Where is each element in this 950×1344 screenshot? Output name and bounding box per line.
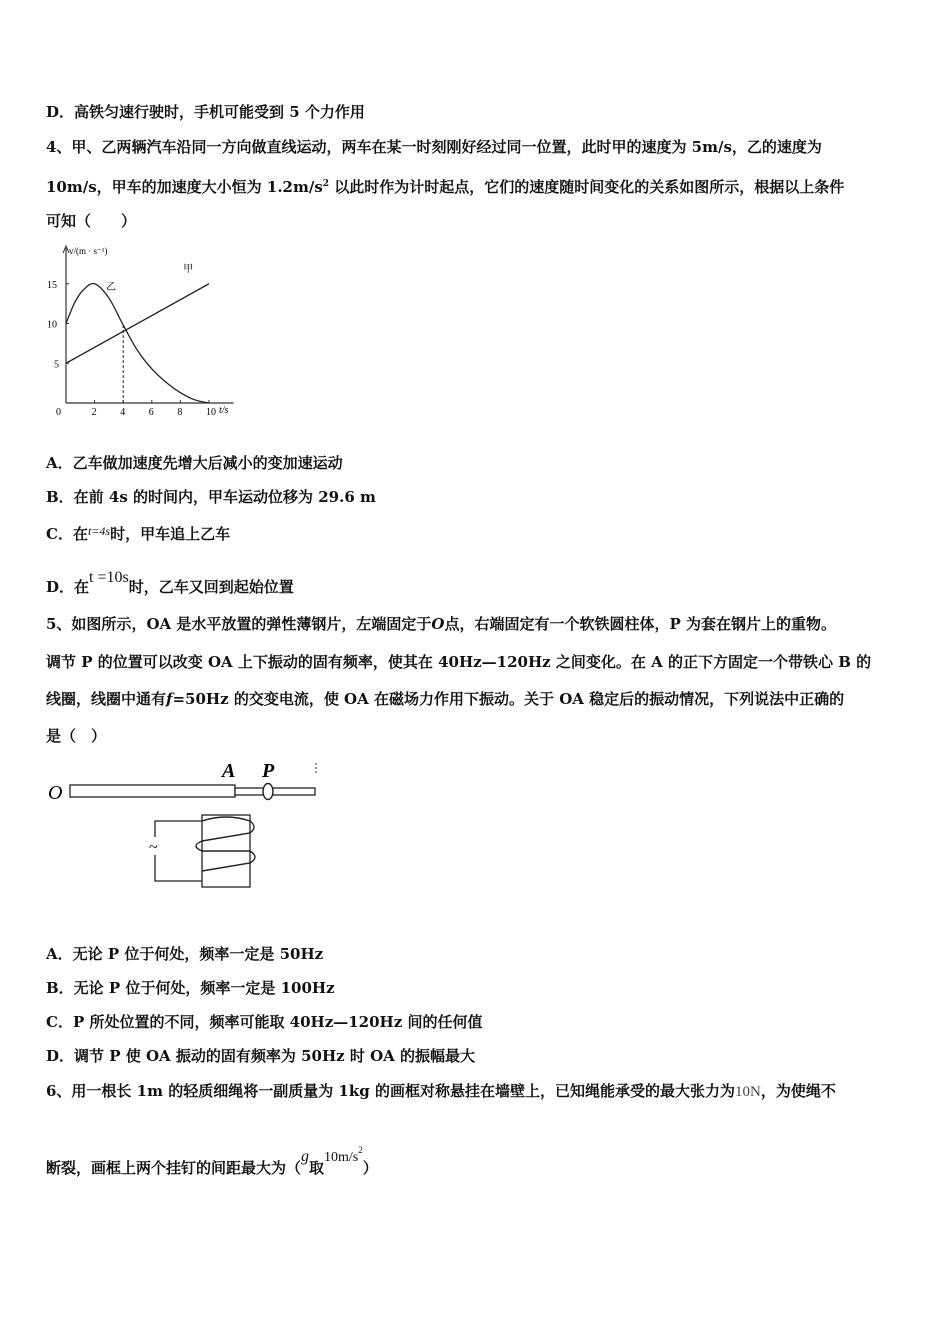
q5-stem-line1-a: 5、如图所示，OA 是水平放置的弹性薄钢片，左端固定于 — [46, 615, 432, 633]
series-label-yi: 乙 — [106, 282, 117, 294]
q6-stem-line1-math: 10N — [734, 1084, 761, 1100]
y-tick-label: 10 — [47, 319, 57, 331]
x-tick-label: 10 — [206, 407, 216, 418]
steel-strip — [70, 785, 235, 797]
q4-option-b: B．在前 4s 的时间内，甲车运动位移为 29.6 m — [46, 488, 376, 506]
label-a: A — [222, 760, 236, 782]
x-axis-label: t/s — [219, 405, 229, 416]
q6-stem-line2 — [46, 1140, 378, 1178]
y-tick-label: 15 — [47, 279, 57, 291]
q4-option-a: A．乙车做加速度先增大后减小的变加速运动 — [46, 454, 343, 472]
q4-stem-line2-a: 10m/s，甲车的加速度大小恒为 1.2m/s — [46, 178, 323, 196]
q4-option-c-post: 时，甲车追上乙车 — [110, 525, 231, 543]
q4-velocity-time-chart — [40, 240, 250, 420]
x-tick-label: 6 — [148, 407, 154, 418]
q6-stem-line1 — [46, 1081, 836, 1102]
q4-option-d-math: t =10s — [89, 569, 129, 586]
q4-stem-line2-b: 以此时作为计时起点，它们的速度随时间变化的关系如图所示，根据以上条件 — [329, 178, 845, 196]
q5-option-d: D．调节 P 使 OA 振动的固有频率为 50Hz 时 OA 的振幅最大 — [46, 1047, 476, 1065]
q5-stem-line4: 是（ ） — [46, 727, 107, 745]
y-tick-label: 5 — [54, 359, 59, 371]
q5-option-b: B．无论 P 位于何处，频率一定是 100Hz — [46, 979, 335, 997]
q6-stem-line2-sup: 2 — [358, 1145, 363, 1155]
x-tick-label: 8 — [177, 407, 183, 418]
q4-option-c-math: t=4s — [87, 524, 111, 538]
q4-option-c-pre: C．在 — [46, 525, 88, 543]
x-tick-label: 2 — [91, 407, 97, 418]
prev-option-d: D．高铁匀速行驶时，手机可能受到 5 个力作用 — [46, 103, 365, 121]
q6-stem-line2-val: 10m/s — [324, 1150, 359, 1165]
q5-stem-line2: 调节 P 的位置可以改变 OA 上下振动的固有频率，使其在 40Hz—120Hz 之间变化。在 A 的正下方固定一个带铁心 B 的 — [46, 653, 872, 671]
wire-top — [155, 821, 202, 837]
q6-stem-line1-a: 6、用一根长 1m 的轻质细绳将一副质量为 1kg 的画框对称悬挂在墙壁上，已知绳能承受的最大张力为 — [46, 1082, 735, 1100]
q4-option-d-post: 时，乙车又回到起始位置 — [128, 578, 294, 596]
label-p: P — [262, 760, 275, 782]
q5-stem-line3 — [46, 689, 844, 709]
q4-stem-line2-sup: 2 — [322, 179, 330, 189]
label-o: O — [48, 782, 63, 804]
weight-p — [263, 784, 273, 800]
x-tick-label: 0 — [56, 407, 61, 418]
q5-stem-line3-f: f — [166, 690, 173, 708]
q5-stem-line1-o: O — [431, 615, 445, 633]
ac-source-symbol: ~ — [149, 839, 158, 856]
q6-stem-line2-g: g — [301, 1148, 310, 1165]
x-tick-label: 4 — [120, 407, 126, 418]
q5-stem-line3-a: 线圈，线圈中通有 — [46, 690, 167, 708]
q5-option-a: A．无论 P 位于何处，频率一定是 50Hz — [46, 945, 324, 963]
q4-option-d-pre: D．在 — [46, 578, 90, 596]
q5-stem-line3-b: =50Hz 的交变电流，使 OA 在磁场力作用下振动。关于 OA 稳定后的振动情况，下列说法中正确的 — [172, 690, 845, 708]
q5-stem-line1 — [46, 614, 836, 634]
q4-stem-line2 — [46, 174, 844, 197]
series-label-jia: 甲 — [183, 263, 194, 275]
q4-stem-line3: 可知（ ） — [46, 212, 137, 230]
q6-stem-line2-a: 断裂，画框上两个挂钉的间距最大为（ — [46, 1159, 302, 1177]
q6-stem-line2-b: ） — [362, 1159, 378, 1177]
q5-steel-strip-figure — [40, 755, 340, 895]
q4-option-d — [46, 568, 294, 597]
y-axis-label: v/(m · s⁻¹) — [69, 246, 108, 256]
q5-option-c: C．P 所处位置的不同，频率可能取 40Hz—120Hz 间的任何值 — [46, 1013, 483, 1031]
wire-bottom — [155, 855, 202, 881]
q6-stem-line1-b: ，为使绳不 — [760, 1082, 836, 1100]
q6-stem-line2-qu: 取 — [309, 1159, 325, 1177]
series-line-yi — [66, 284, 209, 403]
steel-strip-thin — [235, 788, 315, 795]
q4-option-c — [46, 521, 230, 544]
q4-stem-line1: 4、甲、乙两辆汽车沿同一方向做直线运动，两车在某一时刻刚好经过同一位置，此时甲的速度为 5m/s，乙的速度为 — [46, 138, 822, 156]
q5-stem-line1-b: 点，右端固定有一个软铁圆柱体，P 为套在钢片上的重物。 — [444, 615, 836, 633]
